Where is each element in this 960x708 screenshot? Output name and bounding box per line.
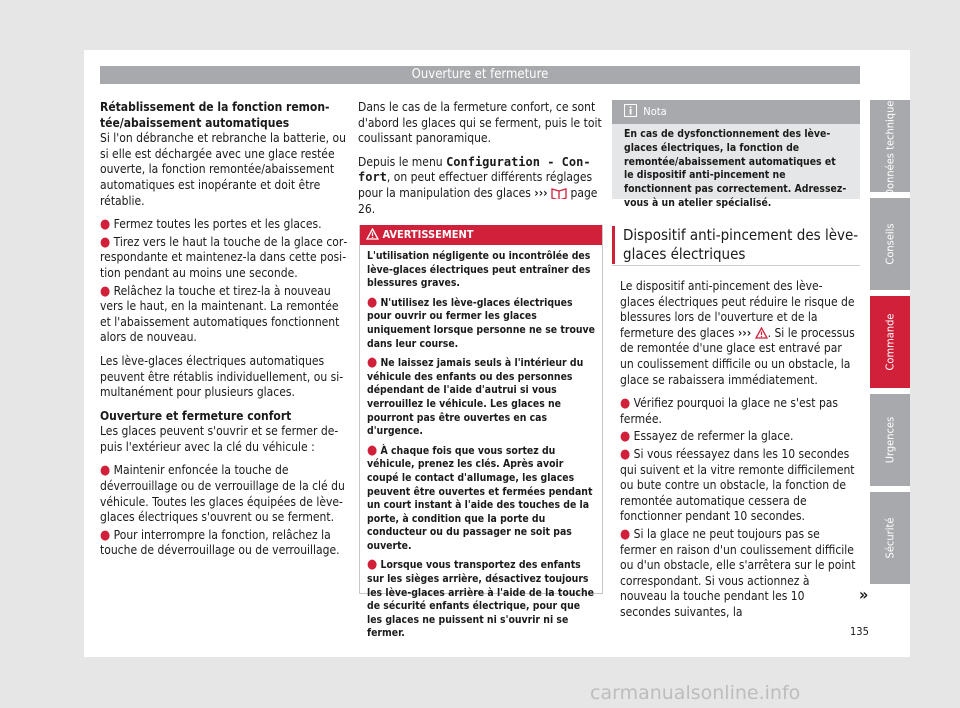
bullet-icon: ●: [100, 217, 111, 233]
list-item: ● Tirez vers le haut la touche de la glace correspondante et maintenez-la dans cette position pendant au moins une seconde.: [100, 234, 348, 280]
cross-reference-link[interactable]: ›››: [737, 325, 752, 340]
bullet-icon: ●: [367, 557, 378, 573]
column-3: [620, 279, 856, 622]
paragraph: Si l'on débranche et rebranche la batterie, ou si elle est déchargée avec une glace restée ouverte, la fonction remontée/abaissement automatiques est inopérante et doit être rétablie.: [100, 131, 346, 208]
paragraph-menu-reference: Depuis le menu Configuration - Confort, on peut effectuer différents réglages pour la manipulation des glaces ››› page 26.: [358, 154, 598, 216]
list-item: ● Si vous réessayez dans les 10 secondes qui suivent et la vitre remonte difficilement ou bute contre un obstacle, la fonction de remontée automatique cessera de fonctionner pendant 10 secondes.: [620, 446, 855, 524]
bullet-icon: ●: [367, 294, 378, 310]
bullet-icon: ●: [100, 527, 111, 543]
tab-commande[interactable]: Commande: [870, 296, 910, 388]
tab-urgences[interactable]: Urgences: [870, 394, 910, 486]
book-icon: [551, 187, 567, 199]
page-header: Ouverture et fermeture: [100, 66, 860, 84]
note-box: [612, 100, 860, 209]
warning-body: [360, 245, 602, 651]
list-item: ● Fermez toutes les portes et les glaces.: [100, 217, 322, 233]
cross-reference-link[interactable]: ›››: [534, 185, 548, 200]
list-item: ● Si la glace ne peut toujours pas se fermer en raison d'un coulissement difficile ou d'un obstacle, elle s'arrêtera sur le point correspondant. Si vous actionnez à nouveau la touche pendant les 10 secondes suivantes, la: [620, 526, 856, 619]
page-number: 135: [850, 625, 869, 638]
list-item: ● Vérifiez pourquoi la glace ne s'est pas fermée.: [620, 396, 839, 426]
continue-mark: »: [859, 585, 869, 604]
paragraph: Dans le cas de la fermeture confort, ce sont d'abord les glaces qui se ferment, puis le toit coulissant panoramique.: [358, 100, 602, 146]
warning-box: [359, 225, 603, 640]
list-item: ● Relâchez la touche et tirez-la à nouveau vers le haut, en la maintenant. La remontée et l'abaissement automatiques fonctionnent alors de nouveau.: [100, 283, 340, 345]
list-item: ● Lorsque vous transportez des enfants sur les sièges arrière, désactivez toujours les lève-glaces arrière à l'aide de la touche de sécurité enfants électrique, pour que les glaces ne puissent ni s'ouvrir ni se fermer.: [367, 557, 594, 640]
list-item: ● N'utilisez les lève-glaces électriques pour ouvrir ou fermer les glaces uniquement lorsque personne ne se trouve dans leur course.: [367, 294, 595, 350]
list-item: ● Pour interrompre la fonction, relâchez la touche de déverrouillage ou de verrouillage.: [100, 527, 340, 558]
paragraph: Les lève-glaces électriques automatiques peuvent être rétablis individuellement, ou simultanément pour plusieurs glaces.: [100, 353, 344, 400]
list-item: ● À chaque fois que vous sortez du véhicule, prenez les clés. Après avoir coupé le contact d'allumage, les glaces peuvent être ouvertes et fermées pendant un court instant à l'aide des touches de la porte, à condition que la porte du conducteur ou du passager ne soit pas ouverte.: [367, 442, 593, 552]
bullet-icon: ●: [620, 396, 631, 412]
list-item: ● Essayez de refermer la glace.: [620, 429, 794, 445]
bullet-icon: ●: [367, 355, 378, 371]
info-icon: [624, 104, 637, 117]
note-header: Nota: [612, 100, 860, 124]
bullet-icon: ●: [620, 446, 631, 462]
bullet-icon: ●: [620, 526, 631, 542]
note-body: En cas de dysfonctionnement des lève-glaces électriques, la fonction de remontée/abaissement automatiques et le dispositif anti-pincement ne fonctionnent pas correctement. Adressez-vous à un atelier spécialisé.: [624, 128, 847, 209]
divider: [612, 265, 860, 266]
bullet-icon: ●: [100, 283, 111, 299]
watermark: carmanualsonline.info: [590, 682, 801, 704]
menu-path: Configuration - Confort: [358, 154, 591, 185]
section-heading-comfort: Ouverture et fermeture confort: [100, 408, 292, 423]
column-2: [358, 100, 602, 225]
bullet-icon: ●: [620, 429, 631, 445]
tab-securite[interactable]: Sécurité: [870, 492, 910, 584]
bullet-icon: ●: [100, 463, 111, 479]
bullet-icon: ●: [100, 234, 111, 250]
list-item: ● Ne laissez jamais seuls à l'intérieur du véhicule des enfants ou des personnes dépendant de l'aide d'autrui si vous verrouillez le véhicule. Les glaces ne pourront pas être ouvertes en cas d'urgence.: [367, 355, 584, 438]
warning-triangle-icon: [366, 228, 379, 240]
bullet-icon: ●: [367, 442, 378, 458]
list-item: ● Maintenir enfoncée la touche de déverrouillage ou de verrouillage de la clé du véhicule. Toutes les glaces équipées de lève-glaces électriques s'ouvrent ou se ferment.: [100, 463, 345, 525]
tab-conseils[interactable]: Conseils: [870, 198, 910, 290]
section-title-anti-pinch: Dispositif anti-pincement des lèveglaces électriques: [612, 226, 871, 264]
tab-donnees-techniques[interactable]: Données techniques: [870, 100, 910, 192]
column-1: [100, 100, 348, 561]
section-heading-restore: Rétablissement de la fonction remontée/abaissement automatiques: [100, 100, 330, 130]
warning-header: AVERTISSEMENT: [360, 225, 602, 245]
warning-intro: L'utilisation négligente ou incontrôlée des lève-glaces électriques peut entraîner des blessures graves.: [367, 250, 591, 290]
warning-triangle-icon: [755, 327, 768, 339]
paragraph: Le dispositif anti-pincement des lève-glaces électriques peut réduire le risque de blessures lors de l'ouverture et de la fermeture des glaces ››› . Si le processus de remontée d'une glace est entravé par un coulissement difficile ou un obstacle, la glace se rabaissera immédiatement.: [620, 279, 855, 387]
paragraph: Les glaces peuvent s'ouvrir et se fermer depuis l'extérieur avec la clé du véhicule :: [100, 424, 339, 454]
